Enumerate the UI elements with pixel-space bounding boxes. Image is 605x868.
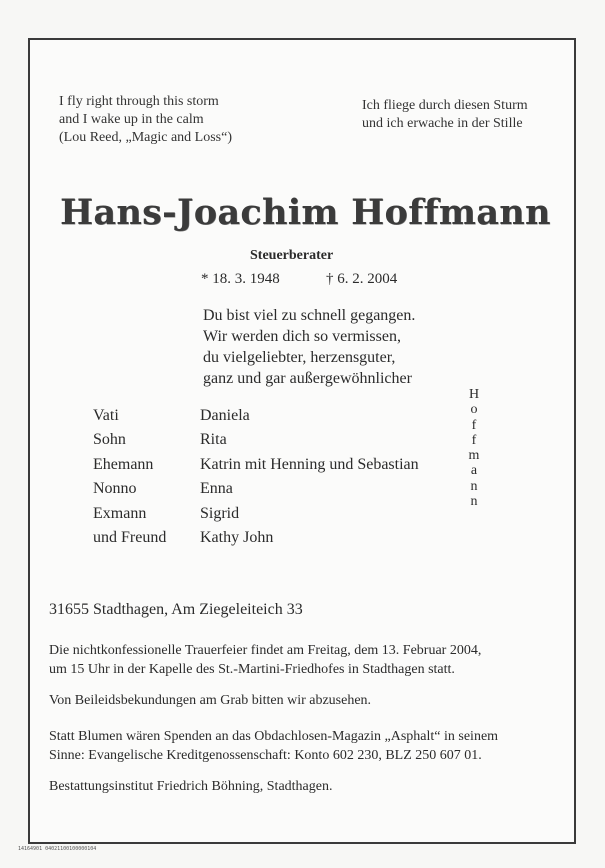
notice-line: Statt Blumen wären Spenden an das Obdachlosen-Magazin „Asphalt“ in seinem	[49, 729, 499, 744]
role-item: Exmann	[93, 504, 147, 522]
epigraph-line: und ich erwache in der Stille	[362, 116, 523, 131]
epigraph-line: Ich fliege durch diesen Sturm	[362, 98, 528, 113]
epigraph-english	[59, 93, 232, 147]
vertical-letter: a	[470, 463, 478, 479]
poem-line: du vielgeliebter, herzensguter,	[203, 349, 396, 366]
roles-list	[93, 404, 166, 550]
poem-line: ganz und gar außergewöhnlicher	[203, 370, 412, 387]
vertical-family-name	[467, 387, 481, 509]
mourner-item: Rita	[200, 431, 227, 449]
vertical-letter: f	[471, 417, 477, 433]
birth-date: * 18. 3. 1948	[201, 271, 280, 287]
address: 31655 Stadthagen, Am Ziegeleiteich 33	[49, 601, 303, 618]
undertaker: Bestattungsinstitut Friedrich Böhning, Stadthagen.	[49, 779, 333, 794]
role-item: und Freund	[93, 529, 167, 547]
vertical-letter: n	[470, 494, 478, 510]
vertical-letter: n	[470, 478, 478, 494]
role-item: Vati	[93, 407, 119, 424]
epigraph-line: and I wake up in the calm	[59, 112, 204, 127]
role-item: Sohn	[93, 431, 126, 449]
profession: Steuerberater	[250, 248, 334, 263]
role-item: Nonno	[93, 480, 137, 498]
vertical-letter: f	[471, 432, 477, 448]
vertical-letter: m	[468, 448, 480, 464]
footer-code: 14164901 04021100100000104	[18, 846, 97, 852]
condolence-notice: Von Beileidsbekundungen am Grab bitten wir abzusehen.	[49, 693, 372, 708]
epigraph-german	[362, 97, 528, 133]
mourner-item: Kathy John	[200, 529, 274, 547]
role-item: Ehemann	[93, 455, 154, 473]
donation-notice	[49, 727, 498, 765]
mourners-list	[200, 404, 419, 550]
epigraph-line: (Lou Reed, „Magic and Loss“)	[59, 130, 232, 145]
poem-line: Wir werden dich so vermissen,	[203, 328, 401, 345]
poem	[203, 305, 415, 389]
death-date: † 6. 2. 2004	[326, 271, 398, 287]
mourner-item: Sigrid	[200, 504, 240, 522]
notice-line: um 15 Uhr in der Kapelle des St.-Martini-Friedhofes in Stadthagen statt.	[49, 662, 455, 677]
funeral-notice	[49, 641, 481, 679]
deceased-name: Hans-Joachim Hoffmann	[60, 192, 551, 233]
mourner-item: Daniela	[200, 407, 250, 424]
poem-line: Du bist viel zu schnell gegangen.	[203, 307, 416, 324]
mourner-item: Katrin mit Henning und Sebastian	[200, 455, 419, 473]
vertical-letter: H	[468, 387, 480, 402]
notice-line: Die nichtkonfessionelle Trauerfeier findet am Freitag, dem 13. Februar 2004,	[49, 643, 482, 658]
notice-line: Sinne: Evangelische Kreditgenossenschaft: Konto 602 230, BLZ 250 607 01.	[49, 748, 482, 763]
mourner-item: Enna	[200, 480, 233, 498]
epigraph-line: I fly right through this storm	[59, 94, 219, 109]
vertical-letter: o	[470, 402, 478, 418]
